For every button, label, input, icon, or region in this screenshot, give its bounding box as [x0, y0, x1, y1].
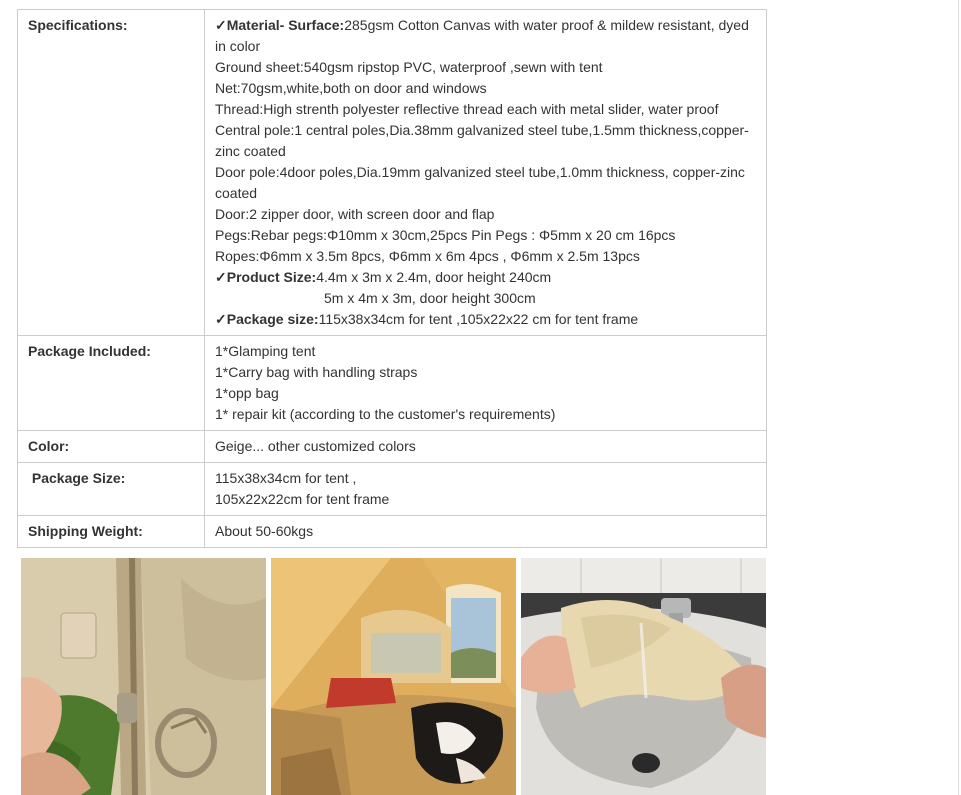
package-size-spec-text: 115x38x34cm for tent ,105x22x22 cm for tent frame: [318, 311, 639, 327]
waterproof-canvas-test-photo: [521, 558, 766, 795]
product-size-line-1: [215, 267, 756, 288]
specifications-value: [205, 10, 767, 336]
spec-row-shipping-weight: [18, 516, 767, 548]
package-size-line: 115x38x34cm for tent ,: [215, 470, 357, 486]
shipping-weight-label: Shipping Weight:: [18, 516, 205, 548]
shipping-weight-value: About 50-60kgs: [205, 516, 767, 548]
product-size-line-2: [215, 288, 756, 309]
package-size-spec-label: ✓Package size:: [215, 311, 319, 327]
spec-row-package-included: [18, 336, 767, 431]
package-item: 1*opp bag: [215, 385, 279, 401]
material-text: 285gsm Cotton Canvas with water proof & mildew resistant, dyed in color: [215, 17, 749, 54]
material-line: [215, 15, 756, 57]
spec-table: [17, 9, 767, 548]
thread-line: Thread:High strenth polyester reflective thread each with metal slider, water proof: [215, 101, 719, 117]
color-value: Geige... other customized colors: [205, 431, 767, 463]
package-size-line: 105x22x22cm for tent frame: [215, 491, 390, 507]
canvas-zipper-closeup-photo: [21, 558, 266, 795]
product-size-text-1: 4.4m x 3m x 2.4m, door height 240cm: [316, 269, 552, 285]
net-line: Net:70gsm,white,both on door and windows: [215, 80, 487, 96]
central-pole-line: Central pole:1 central poles,Dia.38mm galvanized steel tube,1.5mm thickness,copper-zinc coated: [215, 122, 749, 159]
page-right-border: [958, 0, 959, 795]
tent-interior-photo: [271, 558, 516, 795]
package-item: 1*Carry bag with handling straps: [215, 364, 418, 380]
spec-row-specifications: [18, 10, 767, 336]
spec-row-color: [18, 431, 767, 463]
package-item: 1* repair kit (according to the customer's requirements): [215, 406, 556, 422]
photo-strip: [21, 558, 767, 795]
door-line: Door:2 zipper door, with screen door and flap: [215, 206, 495, 222]
material-label: ✓Material- Surface:: [215, 17, 345, 33]
package-size-label: Package Size:: [18, 463, 205, 516]
product-size-label: ✓Product Size:: [215, 269, 317, 285]
specifications-label: Specifications:: [18, 10, 205, 336]
package-item: 1*Glamping tent: [215, 343, 316, 359]
ropes-line: Ropes:Φ6mm x 3.5m 8pcs, Φ6mm x 6m 4pcs , Φ6mm x 2.5m 13pcs: [215, 248, 640, 264]
spec-row-package-size: [18, 463, 767, 516]
package-size-line: [215, 309, 756, 330]
package-included-value: [205, 336, 767, 431]
ground-sheet-line: Ground sheet:540gsm ripstop PVC, waterproof ,sewn with tent: [215, 59, 603, 75]
door-pole-line: Door pole:4door poles,Dia.19mm galvanized steel tube,1.0mm thickness, copper-zinc coated: [215, 164, 745, 201]
pegs-line: Pegs:Rebar pegs:Φ10mm x 30cm,25pcs Pin Pegs : Φ5mm x 20 cm 16pcs: [215, 227, 676, 243]
product-size-text-2: 5m x 4m x 3m, door height 300cm: [324, 290, 536, 306]
color-label: Color:: [18, 431, 205, 463]
package-size-value: [205, 463, 767, 516]
package-included-label: Package Included:: [18, 336, 205, 431]
